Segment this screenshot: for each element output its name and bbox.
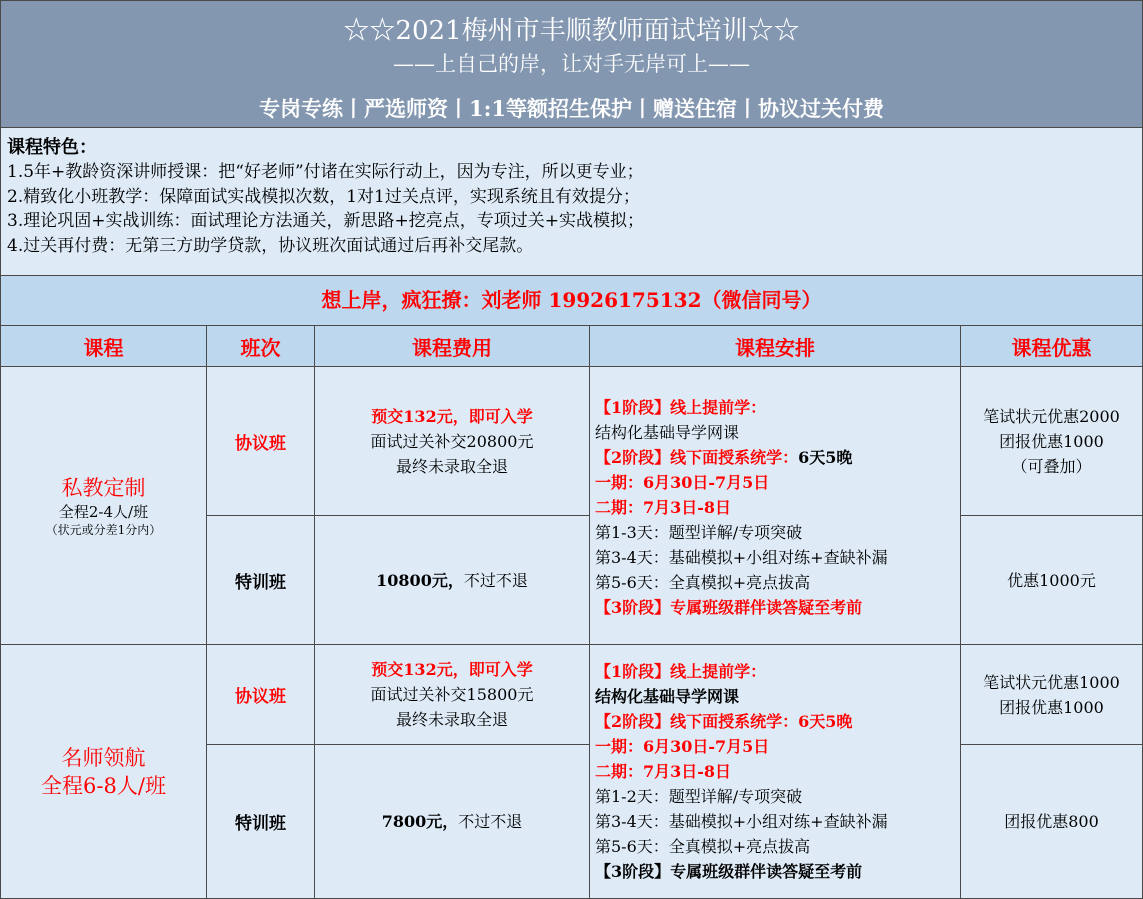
schedule-cell xyxy=(590,645,961,898)
discount-line: 优惠1000元 xyxy=(1007,570,1096,590)
discount-line: 团报优惠1000 xyxy=(999,431,1104,451)
schedule-line: 一期：6月30日-7月5日 xyxy=(595,473,770,492)
fee-cell xyxy=(315,516,590,645)
class-name: 协议班 xyxy=(235,687,286,707)
course-note: （状元或分差1分内） xyxy=(45,522,162,537)
header-banner xyxy=(1,1,1142,127)
fee-line: 预交132元，即可入学 xyxy=(371,660,533,679)
course-size: 全程2-4人/班 xyxy=(58,502,149,521)
discount-cell xyxy=(961,645,1142,745)
feature-item: 1.5年+教龄资深讲师授课：把“好老师”付诸在实际行动上，因为专注，所以更专业； xyxy=(7,162,644,182)
features-title: 课程特色： xyxy=(7,137,97,158)
class-cell xyxy=(207,745,315,898)
col-header-class: 班次 xyxy=(207,325,315,367)
fee-line: 7800元，不过不退 xyxy=(381,812,523,831)
schedule-line: 【3阶段】专属班级群伴读答疑至考前 xyxy=(595,598,863,617)
schedule-line: 第3-4天：基础模拟+小组对练+查缺补漏 xyxy=(595,548,888,567)
discount-cell xyxy=(961,516,1142,645)
fee-line: 面试过关补交15800元 xyxy=(370,685,534,704)
schedule-line: 结构化基础导学网课 xyxy=(595,423,740,442)
class-cell xyxy=(207,645,315,745)
schedule-cell xyxy=(590,367,961,645)
slogan: ——上自己的岸，让对手无岸可上—— xyxy=(393,52,750,76)
feature-item: 3.理论巩固+实战训练：面试理论方法通关，新思路+挖亮点，专项过关+实战模拟； xyxy=(7,211,644,231)
schedule-line: 【2阶段】线下面授系统学：6天5晚 xyxy=(595,712,853,731)
class-cell xyxy=(207,516,315,645)
discount-line: 笔试状元优惠1000 xyxy=(983,672,1120,692)
fee-cell xyxy=(315,645,590,745)
schedule-line: 一期：6月30日-7月5日 xyxy=(595,737,770,756)
contact-line: 想上岸，疯狂撩：刘老师 19926175132（微信同号） xyxy=(1,275,1142,325)
course-cell-master xyxy=(1,645,207,898)
col-header-course: 课程 xyxy=(1,325,207,367)
feature-item: 4.过关再付费：无第三方助学贷款，协议班次面试通过后再补交尾款。 xyxy=(7,235,534,256)
course-size: 全程6-8人/班 xyxy=(41,773,166,798)
discount-cell xyxy=(961,745,1142,898)
schedule-line: 【1阶段】线上提前学： xyxy=(595,398,767,417)
discount-line: （可叠加） xyxy=(1011,456,1092,476)
class-cell xyxy=(207,367,315,516)
course-cell-private xyxy=(1,367,207,645)
schedule-line: 第3-4天：基础模拟+小组对练+查缺补漏 xyxy=(595,812,888,831)
schedule-line: 二期：7月3日-8日 xyxy=(595,762,732,781)
col-header-fee: 课程费用 xyxy=(315,325,590,367)
class-name: 特训班 xyxy=(235,572,286,593)
discount-line: 笔试状元优惠2000 xyxy=(983,406,1120,426)
course-features xyxy=(1,127,1142,275)
class-name: 特训班 xyxy=(235,814,286,834)
fee-cell xyxy=(315,367,590,516)
course-name: 名师领航 xyxy=(61,745,146,770)
features-line: 专岗专练丨严选师资丨1:1等额招生保护丨赠送住宿丨协议过关付费 xyxy=(259,96,884,121)
schedule-line: 【2阶段】线下面授系统学：6天5晚 xyxy=(595,448,853,467)
discount-line: 团报优惠800 xyxy=(1004,812,1099,831)
class-name: 协议班 xyxy=(235,433,286,454)
schedule-line: 第1-3天：题型详解/专项突破 xyxy=(595,523,803,542)
fee-line: 预交132元，即可入学 xyxy=(371,406,533,426)
page-title: ☆☆2021梅州市丰顺教师面试培训☆☆ xyxy=(343,16,800,46)
fee-cell xyxy=(315,745,590,898)
fee-line: 最终未录取全退 xyxy=(395,456,508,476)
schedule-line: 【1阶段】线上提前学： xyxy=(595,662,767,681)
schedule-line: 二期：7月3日-8日 xyxy=(595,498,732,517)
discount-cell xyxy=(961,367,1142,516)
fee-line: 面试过关补交20800元 xyxy=(370,431,534,451)
course-name: 私教定制 xyxy=(61,475,146,500)
fee-line: 最终未录取全退 xyxy=(395,710,508,729)
schedule-line: 第5-6天：全真模拟+亮点拔高 xyxy=(595,573,811,592)
schedule-line: 第1-2天：题型详解/专项突破 xyxy=(595,787,803,806)
fee-line: 10800元，不过不退 xyxy=(376,570,528,590)
schedule-line: 结构化基础导学网课 xyxy=(595,687,740,706)
feature-item: 2.精致化小班教学：保障面试实战模拟次数，1对1过关点评，实现系统且有效提分； xyxy=(7,186,640,207)
schedule-line: 【3阶段】专属班级群伴读答疑至考前 xyxy=(595,862,863,881)
schedule-line: 第5-6天：全真模拟+亮点拔高 xyxy=(595,837,811,856)
col-header-discount: 课程优惠 xyxy=(961,325,1142,367)
col-header-schedule: 课程安排 xyxy=(590,325,961,367)
discount-line: 团报优惠1000 xyxy=(999,697,1104,717)
